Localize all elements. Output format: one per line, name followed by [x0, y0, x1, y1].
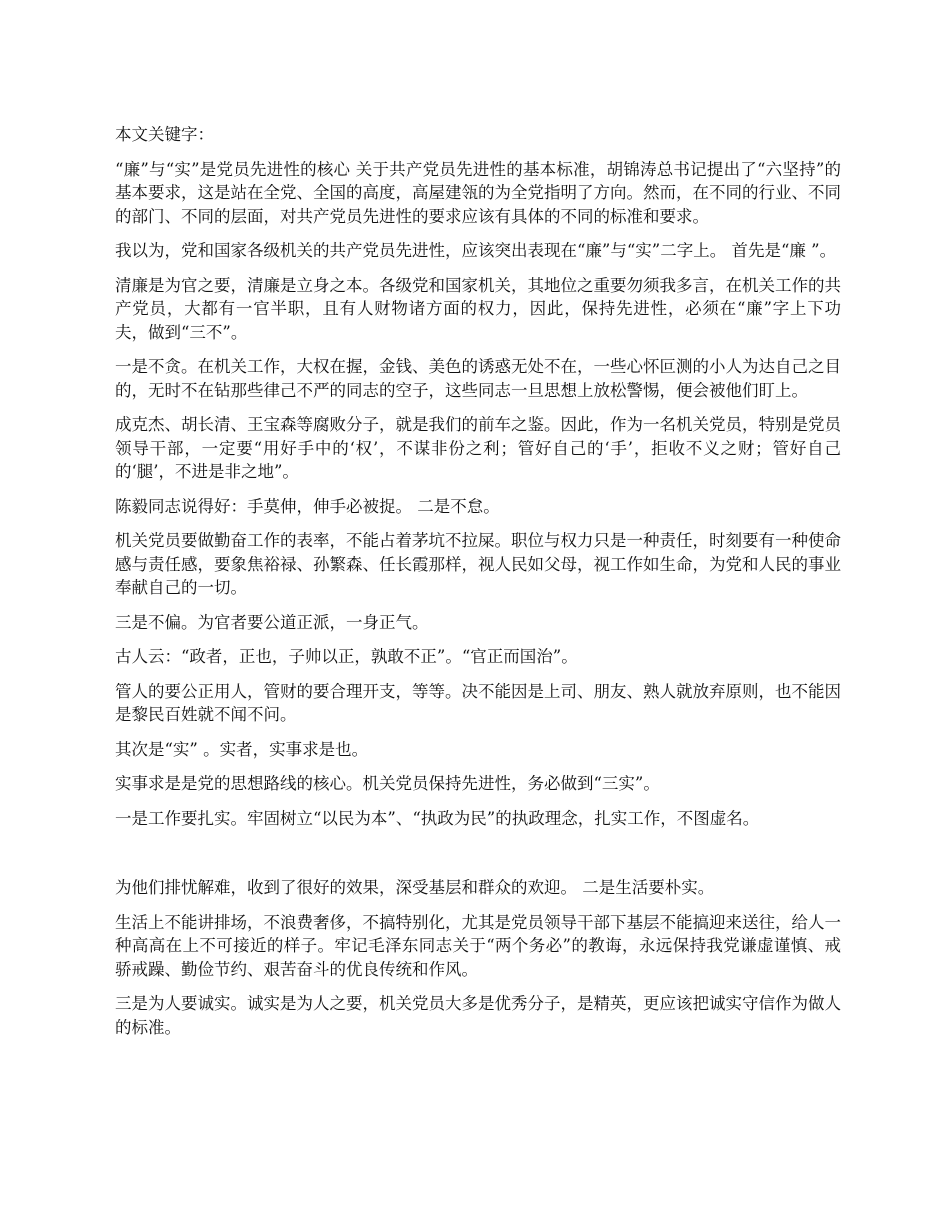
- keywords-line: 本文关键字：: [115, 125, 214, 144]
- paragraph: 生活上不能讲排场，不浪费奢侈，不搞特别化，尤其是党员领导干部下基层不能搞迎来送往，给人一种高高在上不可接近的样子。牢记毛泽东同志关于“两个务必”的教诲，永远保持我党谦虚谨慎、戒骄戒躁、勤俭节约、艰苦奋斗的优良传统和作风。: [115, 912, 841, 979]
- paragraph: 我以为，党和国家各级机关的共产党员先进性，应该突出表现在“廉”与“实”二字上。 首先是“廉 ”。: [115, 241, 837, 260]
- paragraph: 为他们排忧解难，收到了很好的效果，深受基层和群众的欢迎。 二是生活要朴实。: [115, 878, 715, 897]
- paragraph: 清廉是为官之要，清廉是立身之本。各级党和国家机关，其地位之重要勿须我多言，在机关工作的共产党员，大都有一官半职，且有人财物诸方面的权力，因此，保持先进性，必须在“廉”字上下功夫，做到“三不”。: [115, 275, 841, 342]
- paragraph: 陈毅同志说得好：手莫伸，伸手必被捉。 二是不怠。: [115, 496, 500, 516]
- paragraph: 三是不偏。为官者要公道正派，一身正气。: [115, 612, 429, 632]
- paragraph: “廉”与“实”是党员先进性的核心 关于共产党员先进性的基本标准，胡锦涛总书记提出了“六坚持”的基本要求，这是站在全党、全国的高度，高屋建瓴的为全党指明了方向。然而，在不同的行业、不同的部门、不同的层面，对共产党员先进性的要求应该有具体的不同的标准和要求。: [115, 159, 841, 226]
- paragraph: 其次是“实” 。实者，实事求是也。: [115, 739, 369, 759]
- document-body: [115, 123, 841, 1050]
- paragraph: 古人云：“政者，正也，子帅以正，孰敢不正”。“官正而国治”。: [115, 647, 578, 666]
- paragraph: 实事求是是党的思想路线的核心。机关党员保持先进性，务必做到“三实”。: [115, 774, 660, 793]
- paragraph: 机关党员要做勤奋工作的表率，不能占着茅坑不拉屎。职位与权力只是一种责任，时刻要有一种使命感与责任感，要象焦裕禄、孙繁森、任长霞那样，视人民如父母，视工作如生命，为党和人民的事业奉献自己的一切。: [115, 531, 841, 597]
- paragraph: 管人的要公正用人，管财的要合理开支，等等。决不能因是上司、朋友、熟人就放弃原则，也不能因是黎民百姓就不闻不问。: [115, 681, 841, 724]
- paragraph: 三是为人要诚实。诚实是为人之要，机关党员大多是优秀分子，是精英，更应该把诚实守信作为做人的标准。: [115, 994, 841, 1037]
- paragraph: 成克杰、胡长清、王宝森等腐败分子，就是我们的前车之鉴。因此，作为一名机关党员，特别是党员领导干部，一定要“用好手中的‘权’，不谋非份之利；管好自己的‘手’，拒收不义之财；管好自己的‘腿’，不进是非之地”。: [115, 415, 841, 481]
- paragraph: 一是不贪。在机关工作，大权在握，金钱、美色的诱惑无处不在，一些心怀叵测的小人为达自己之目的，无时不在钻那些律己不严的同志的空子，这些同志一旦思想上放松警惕，便会被他们盯上。: [115, 357, 841, 400]
- paragraph: 一是工作要扎实。牢固树立“以民为本”、“执政为民”的执政理念，扎实工作，不图虚名。: [115, 808, 760, 828]
